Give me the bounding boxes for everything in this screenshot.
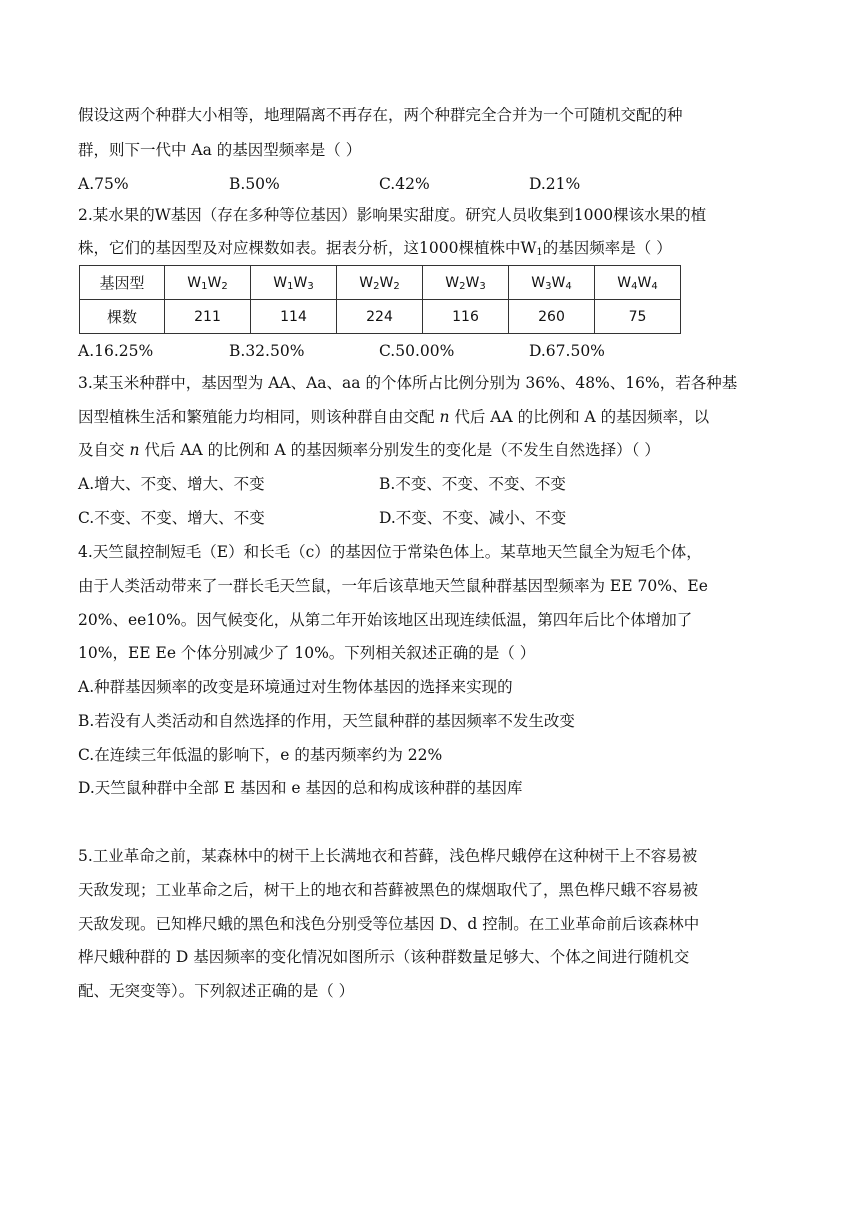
count-header: 棵数 [80, 300, 165, 334]
q3-option-a[interactable]: A.增大、不变、增大、不变 [78, 475, 265, 493]
genotype-label: $W_3W_4$ [531, 274, 572, 292]
q4-line-1: 4.天竺鼠控制短毛（E）和长毛（c）的基因位于常染色体上。某草地天竺鼠全为短毛个体， [78, 543, 702, 561]
q4-option-d[interactable]: D.天竺鼠种群中全部 E 基因和 e 基因的总和构成该种群的基因库 [78, 779, 523, 797]
q5-line-4: 桦尺蛾种群的 D 基因频率的变化情况如图所示（该种群数量足够大、个体之间进行随机交 [78, 948, 690, 966]
q2-option-d[interactable]: D.67.50% [529, 342, 605, 360]
q3-line-3-text: 及自交 [78, 441, 130, 459]
q5-line-3: 天敌发现。已知桦尺蛾的黑色和浅色分别受等位基因 D、d 控制。在工业革命前后该森林中 [78, 915, 700, 933]
genotype-header: 基因型 [80, 266, 165, 300]
genotype-cell [337, 266, 423, 300]
q3-line-2-text: 因型植株生活和繁殖能力均相同，则该种群自由交配 [78, 408, 440, 426]
q1-option-d[interactable]: D.21% [529, 175, 581, 193]
q3-line-3 [78, 440, 660, 460]
q2-line-2-end: 的基因频率是（ ） [542, 239, 672, 257]
genotype-label: $W_2W_2$ [359, 274, 400, 292]
genotype-table [79, 265, 681, 334]
q2-line-2 [78, 238, 672, 258]
q1-option-c[interactable]: C.42% [379, 175, 430, 193]
q2-line-2-text: 株，它们的基因型及对应棵数如表。据表分析，这1000棵植株中W [78, 239, 537, 257]
q2-option-a[interactable]: A.16.25% [78, 342, 154, 360]
count-cell: 224 [337, 300, 423, 334]
count-cell: 75 [595, 300, 681, 334]
count-cell: 116 [423, 300, 509, 334]
q4-line-3: 20%、ee10%。因气候变化，从第二年开始该地区出现连续低温，第四年后比个体增加了 [78, 611, 693, 629]
q4-option-b[interactable]: B.若没有人类活动和自然选择的作用，天竺鼠种群的基因频率不发生改变 [78, 712, 575, 730]
q2-line-1: 2.某水果的W基因（存在多种等位基因）影响果实甜度。研究人员收集到1000棵该水果的植 [78, 206, 707, 224]
genotype-cell [595, 266, 681, 300]
genotype-label: $W_4W_4$ [617, 274, 658, 292]
q4-option-c[interactable]: C.在连续三年低温的影响下，e 的基丙频率约为 22% [78, 746, 443, 764]
q3-line-1: 3.某玉米种群中，基因型为 AA、Aa、aa 的个体所占比例分别为 36%、48%、16%，若各种基 [78, 374, 738, 392]
genotype-cell [509, 266, 595, 300]
count-cell: 114 [251, 300, 337, 334]
q3-line-3-end: 代后 AA 的比例和 A 的基因频率分别发生的变化是（不发生自然选择）（ ） [139, 441, 660, 459]
count-cell: 260 [509, 300, 595, 334]
genotype-label: $W_2W_3$ [445, 274, 486, 292]
q4-line-4: 10%，EE Ee 个体分别减少了 10%。下列相关叙述正确的是（ ） [78, 644, 536, 662]
genotype-row [80, 266, 681, 300]
q2-option-b[interactable]: B.32.50% [229, 342, 305, 360]
q3-line-2-n: n [439, 408, 450, 426]
q5-line-5: 配、无突变等）。下列叙述正确的是（ ） [78, 982, 355, 1000]
q3-option-c[interactable]: C.不变、不变、增大、不变 [78, 509, 265, 527]
q3-option-b[interactable]: B.不变、不变、不变、不变 [379, 475, 566, 493]
q5-line-1: 5.工业革命之前，某森林中的树干上长满地衣和苔藓，浅色桦尺蛾停在这种树干上不容易被 [78, 847, 698, 865]
q2-option-c[interactable]: C.50.00% [379, 342, 455, 360]
genotype-cell [165, 266, 251, 300]
q1-option-b[interactable]: B.50% [229, 175, 280, 193]
q4-option-a[interactable]: A.种群基因频率的改变是环境通过对生物体基因的选择来实现的 [78, 678, 513, 696]
q4-line-2: 由于人类活动带来了一群长毛天竺鼠，一年后该草地天竺鼠种群基因型频率为 EE 70%、Ee [78, 577, 708, 595]
q5-line-2: 天敌发现；工业革命之后，树干上的地衣和苔藓被黑色的煤烟取代了，黑色桦尺蛾不容易被 [78, 881, 699, 899]
q3-line-2-end: 代后 AA 的比例和 A 的基因频率，以 [449, 408, 710, 426]
q3-line-3-n: n [129, 441, 140, 459]
count-row [80, 300, 681, 334]
q2-line-2-sub: 1 [536, 247, 543, 258]
q1-line-1: 假设这两个种群大小相等，地理隔离不再存在，两个种群完全合并为一个可随机交配的种 [78, 106, 683, 124]
genotype-label: $W_1W_3$ [273, 274, 314, 292]
count-cell: 211 [165, 300, 251, 334]
q3-line-2 [78, 407, 709, 427]
genotype-cell [251, 266, 337, 300]
q1-option-a[interactable]: A.75% [78, 175, 129, 193]
q3-option-d[interactable]: D.不变、不变、减小、不变 [379, 509, 567, 527]
q1-line-2: 群，则下一代中 Aa 的基因型频率是（ ） [78, 141, 362, 159]
genotype-cell [423, 266, 509, 300]
genotype-label: $W_1W_2$ [187, 274, 228, 292]
